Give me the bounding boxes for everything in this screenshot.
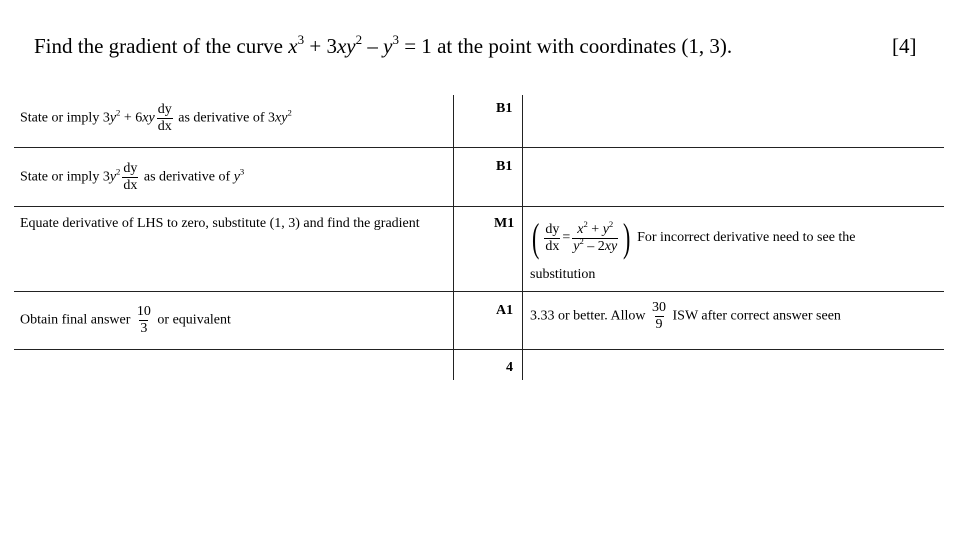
row3-mark: M1 bbox=[494, 216, 515, 231]
question-text: Find the gradient of the curve $x^3 + 3xy^2 - y^3 = 1$ at the point with coordinates (1, 3). bbox=[34, 31, 733, 58]
row3-answer: Equate derivative of LHS to zero, substitute (1, 3) and find the gradient bbox=[20, 216, 420, 231]
row-divider bbox=[14, 349, 944, 350]
column-divider bbox=[522, 95, 523, 380]
row-divider bbox=[14, 206, 944, 207]
total-marks: [4] bbox=[892, 34, 917, 58]
column-divider bbox=[453, 95, 454, 380]
row2-mark: B1 bbox=[496, 159, 513, 174]
row2-answer: State or imply $3y^2$ $\frac{dy}{dx}$ as derivative of $y^3$ bbox=[20, 161, 245, 193]
row4-guidance: 3.33 or better. Allow $\frac{30}{9}$ ISW after correct answer seen bbox=[530, 300, 841, 332]
row4-mark: A1 bbox=[496, 303, 514, 318]
row1-answer: State or imply $3y^2 + 6xy$ $\frac{dy}{dx}$ as derivative of $3xy^2$ bbox=[20, 102, 292, 134]
row-divider bbox=[14, 291, 944, 292]
row3-guidance: ( $\frac{dy}{dx}$ = $\frac{x^2 + y^2}{y^2 - 2xy}$ ) For incorrect derivative need to see the bbox=[531, 215, 856, 260]
total-mark: 4 bbox=[506, 360, 513, 375]
row1-mark: B1 bbox=[496, 101, 513, 116]
row-divider bbox=[14, 147, 944, 148]
row3-guidance-cont: substitution bbox=[530, 267, 596, 282]
row4-answer: Obtain final answer $\frac{10}{3}$ or equivalent bbox=[20, 304, 231, 336]
